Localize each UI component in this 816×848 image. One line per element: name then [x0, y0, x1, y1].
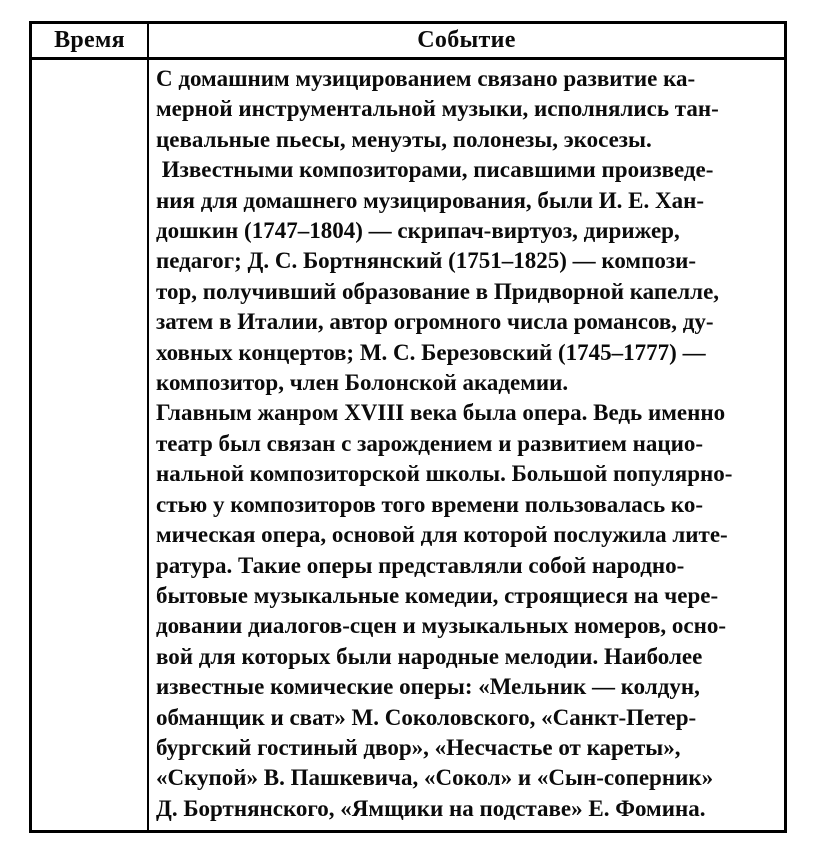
text-line: «Скупой» В. Пашкевича, «Сокол» и «Сын-соперник» [156, 765, 714, 791]
text-line: цевальные пьесы, менуэты, полонезы, экосезы. [156, 126, 652, 152]
text-line: композитор, член Болонской академии. [156, 370, 569, 396]
event-cell [149, 60, 784, 830]
text-line: Главным жанром XVIII века была опера. Ведь именно [156, 400, 726, 426]
header-time-label: Время [54, 27, 125, 53]
text-line: дошкин (1747–1804) — скрипач-виртуоз, дирижер, [156, 218, 680, 244]
text-line: вой для которых были народные мелодии. Наиболее [156, 643, 703, 669]
text-line: бытовые музыкальные комедии, строящиеся на чере- [156, 582, 719, 608]
header-cell-time [32, 24, 149, 57]
events-table [29, 21, 787, 833]
text-line: затем в Италии, автор огромного числа романсов, ду- [156, 309, 714, 335]
text-line: обманщик и сват» М. Соколовского, «Санкт-Петер- [156, 704, 697, 730]
text-line: ховных концертов; М. С. Березовский (1745–1777) — [156, 339, 706, 365]
text-line: мерной инструментальной музыки, исполнялись тан- [156, 96, 719, 122]
text-line: стью у композиторов того времени пользовалась ко- [156, 491, 704, 517]
header-cell-event [149, 24, 784, 57]
table-body-row [32, 60, 784, 830]
text-line: театр был связан с зарождением и развитием нацио- [156, 430, 704, 456]
text-line: Известными композиторами, писавшими произведе- [156, 157, 714, 183]
table-header-row [32, 24, 784, 60]
text-line: довании диалогов-сцен и музыкальных номеров, осно- [156, 613, 726, 639]
time-cell [32, 60, 149, 830]
text-line: нальной композиторской школы. Большой популярно- [156, 461, 733, 487]
header-event-label: Событие [417, 27, 516, 53]
text-line: тор, получивший образование в Придворной капелле, [156, 278, 720, 304]
text-line: мическая опера, основой для которой послужила лите- [156, 522, 728, 548]
text-line: Д. Бортнянского, «Ямщики на подставе» Е. Фомина. [156, 795, 706, 821]
text-line: ратура. Такие оперы представляли собой народно- [156, 552, 685, 578]
text-line: С домашним музицированием связано развитие ка- [156, 66, 696, 91]
text-line: бургский гостиный двор», «Несчастье от кареты», [156, 734, 681, 760]
text-line: известные комические оперы: «Мельник — колдун, [156, 674, 700, 700]
text-line: педагог; Д. С. Бортнянский (1751–1825) — компози- [156, 248, 697, 274]
text-line: ния для домашнего музицирования, были И. Е. Хан- [156, 187, 705, 213]
